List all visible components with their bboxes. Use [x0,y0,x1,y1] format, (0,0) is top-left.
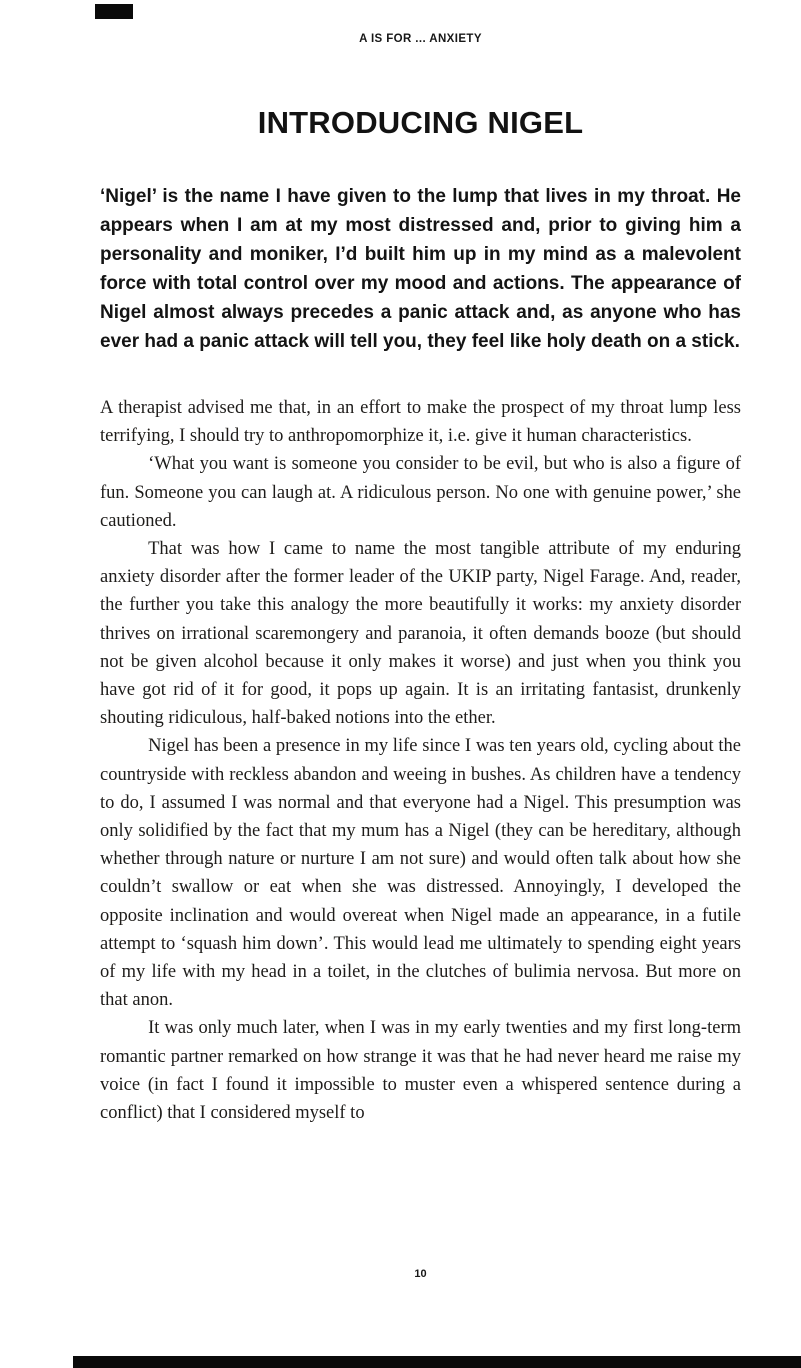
running-head: A IS FOR ... ANXIETY [359,33,482,45]
body-text [100,394,741,1127]
lede-paragraph: ‘Nigel’ is the name I have given to the lump that lives in my throat. He appears when I am at my most distressed and, prior to giving him a personality and moniker, I’d built him up in my mind as a malevolent force with total control over my mood and actions. The appearance of Nigel almost always precedes a panic attack and, as anyone who has ever had a panic attack will tell you, they feel like holy death on a stick. [100,186,741,352]
body-paragraph: ‘What you want is someone you consider to be evil, but who is also a figure of fun. Someone you can laugh at. A ridiculous person. No one with genuine power,’ she cautioned. [100,454,741,531]
scan-artifact-bottom [73,1356,801,1368]
body-paragraph: That was how I came to name the most tangible attribute of my enduring anxiety disorder after the former leader of the UKIP party, Nigel Farage. And, reader, the further you take this analogy the more beautifully it works: my anxiety disorder thrives on irrational scaremongery and paranoia, it often demands booze (but should not be given alcohol because it only makes it worse) and just when you think you have got rid of it for good, it pops up again. It is an irritating fantasist, drunkenly shouting ridiculous, half-baked notions into the ether. [100,539,741,729]
page-number: 10 [414,1268,427,1280]
body-paragraph: Nigel has been a presence in my life since I was ten years old, cycling about the countryside with reckless abandon and weeing in bushes. As children have a tendency to do, I assumed I was normal and that everyone had a Nigel. This presumption was only solidified by the fact that my mum has a Nigel (they can be hereditary, although whether through nature or nurture I am not sure) and would often talk about how she couldn’t swallow or eat when she was distressed. Annoyingly, I developed the opposite inclination and would overeat when Nigel made an appearance, in a futile attempt to ‘squash him down’. This would lead me ultimately to spending eight years of my life with my head in a toilet, in the clutches of bulimia nervosa. But more on that anon. [100,736,741,1011]
body-paragraph: It was only much later, when I was in my early twenties and my first long-term romantic partner remarked on how strange it was that he had never heard me raise my voice (in fact I found it impossible to muster even a whispered sentence during a conflict) that I considered myself to [100,1018,741,1124]
chapter-title: INTRODUCING NIGEL [257,105,584,140]
body-paragraph: A therapist advised me that, in an effort to make the prospect of my throat lump less terrifying, I should try to anthropomorphize it, i.e. give it human characteristics. [100,398,741,447]
